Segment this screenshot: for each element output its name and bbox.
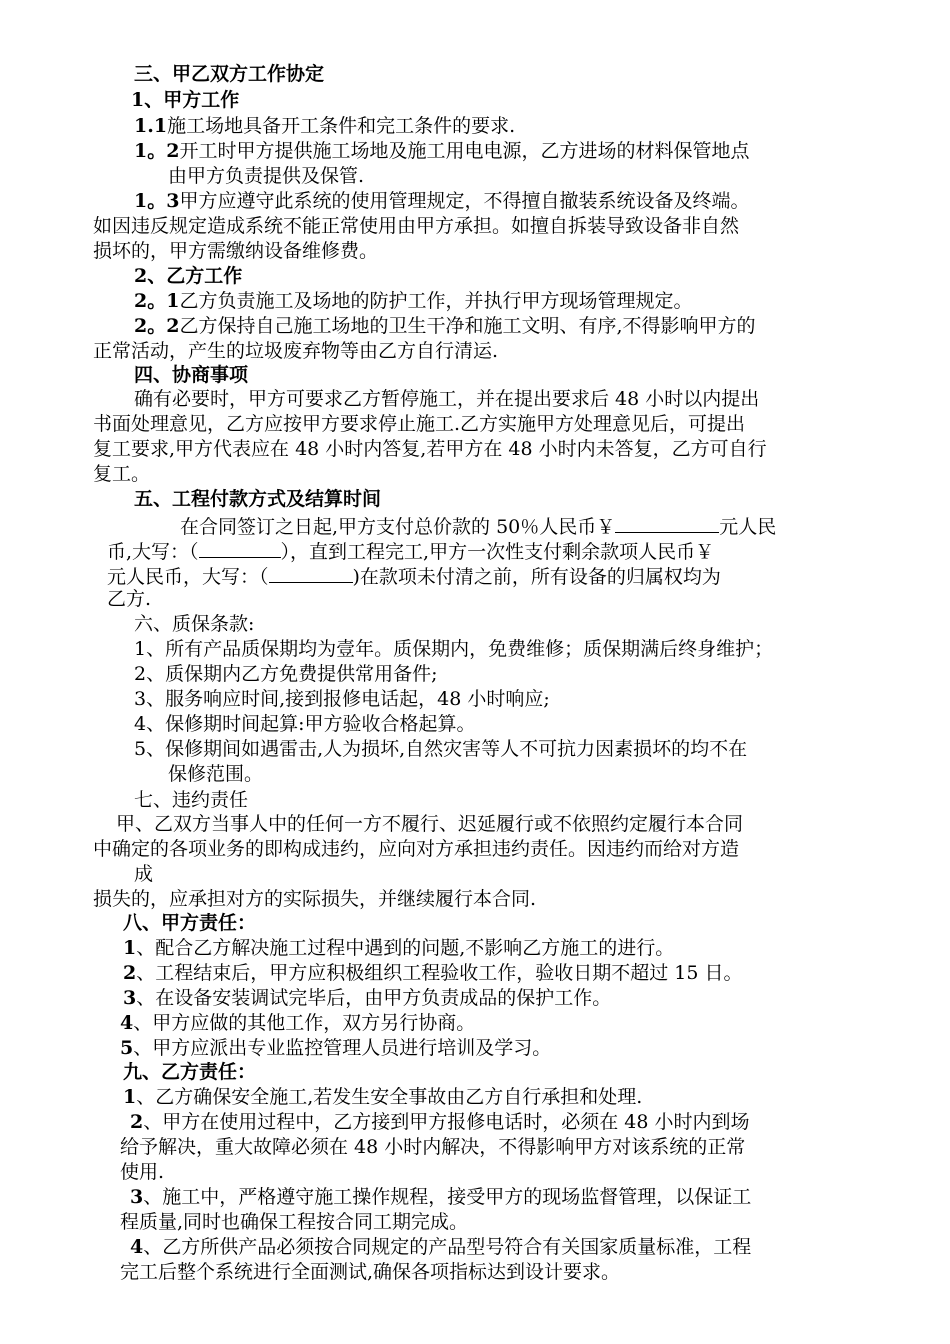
- item-number: 4: [130, 1236, 144, 1258]
- warranty-item-5: 5、保修期间如遇雷击,人为损坏,自然灾害等人不可抗力因素损坏的均不在: [134, 738, 748, 760]
- warranty-item-4: 4、保修期时间起算:甲方验收合格起算。: [134, 713, 476, 735]
- breach-line-3: 成: [134, 863, 154, 885]
- breach-line-1: 甲、乙双方当事人中的任何一方不履行、迟延履行或不依照约定履行本合同: [116, 813, 744, 835]
- section-4-line-3: 复工要求,甲方代表应在 48 小时内答复,若甲方在 48 小时内未答复，乙方可自行: [93, 438, 767, 460]
- party-b-duty-2-line-2: 给予解决，重大故障必须在 48 小时内解决，不得影响甲方对该系统的正常: [120, 1136, 746, 1158]
- item-number: 1: [123, 1086, 137, 1108]
- section-4-line-1: 确有必要时，甲方可要求乙方暂停施工，并在提出要求后 48 小时以内提出: [134, 388, 760, 410]
- payment-text: 币,大写：（: [107, 541, 199, 563]
- clause-number: 2。2: [134, 315, 180, 337]
- warranty-item-3: 3、服务响应时间,接到报修电话起，48 小时响应;: [134, 688, 550, 710]
- section-4-line-2: 书面处理意见，乙方应按甲方要求停止施工.乙方实施甲方处理意见后，可提出: [93, 413, 746, 435]
- clause-number: 1。2: [134, 140, 180, 162]
- party-a-duty-2: [123, 961, 743, 985]
- warranty-item-2: 2、质保期内乙方免费提供常用备件;: [134, 663, 438, 685]
- breach-line-2: 中确定的各项业务的即构成违约，应向对方承担违约责任。因违约而给对方造: [93, 838, 740, 860]
- section-4-line-4: 复工。: [93, 463, 151, 485]
- clause-number: 2。1: [134, 290, 180, 312]
- amount-words-blank: [269, 562, 353, 583]
- item-text: 、甲方在使用过程中，乙方接到甲方报修电话时，必须在 48 小时内到场: [143, 1111, 750, 1133]
- item-text: 、工程结束后，甲方应积极组织工程验收工作，验收日期不超过 15 日。: [136, 962, 743, 984]
- party-b-duty-4-line-2: 完工后整个系统进行全面测试,确保各项指标达到设计要求。: [120, 1261, 621, 1283]
- payment-text: )在款项未付清之前，所有设备的归属权均为: [352, 566, 721, 588]
- section-3-title: 三、甲乙双方工作协定: [134, 63, 325, 85]
- payment-line-2: [107, 537, 714, 564]
- clause-1-1: [134, 114, 515, 138]
- section-7-title: 七、违约责任: [134, 789, 249, 811]
- clause-number: 1.1: [134, 115, 168, 137]
- amount-blank: [615, 512, 719, 533]
- item-text: 、乙方确保安全施工,若发生安全事故由乙方自行承担和处理.: [136, 1086, 643, 1108]
- clause-number: 1。3: [134, 190, 180, 212]
- item-number: 2: [123, 962, 137, 984]
- clause-text: 甲方应遵守此系统的使用管理规定，不得擅自撤装系统设备及终端。: [179, 190, 750, 212]
- item-number: 3: [130, 1186, 144, 1208]
- item-text: 、甲方应派出专业监控管理人员进行培训及学习。: [133, 1037, 552, 1059]
- party-b-duty-1: [123, 1085, 642, 1109]
- section-5-title: 五、工程付款方式及结算时间: [134, 488, 382, 510]
- clause-1-3: [134, 189, 749, 213]
- payment-text: 在合同签订之日起,甲方支付总价款的 50％人民币￥: [180, 516, 616, 538]
- party-a-duty-3: [123, 986, 611, 1010]
- warranty-item-5-continued: 保修范围。: [168, 763, 264, 785]
- party-a-duty-5: [120, 1036, 551, 1060]
- section-6-title: 六、质保条款:: [134, 613, 255, 635]
- item-number: 5: [120, 1037, 134, 1059]
- item-text: 、在设备安装调试完毕后，由甲方负责成品的保护工作。: [136, 987, 612, 1009]
- item-text: 、甲方应做的其他工作，双方另行协商。: [133, 1012, 476, 1034]
- item-text: 、施工中，严格遵守施工操作规程，接受甲方的现场监督管理，以保证工: [143, 1186, 752, 1208]
- payment-line-3: [107, 562, 721, 589]
- clause-1-2-continued: 由甲方负责提供及保管.: [168, 165, 365, 187]
- party-b-duty-3-line-2: 程质量,同时也确保工程按合同工期完成。: [120, 1211, 469, 1233]
- party-b-duty-4: [130, 1235, 751, 1259]
- warranty-item-1: 1、所有产品质保期均为壹年。质保期内，免费维修；质保期满后终身维护；: [134, 638, 774, 660]
- clause-text: 开工时甲方提供施工场地及施工用电电源，乙方进场的材料保管地点: [179, 140, 750, 162]
- party-b-duty-3: [130, 1185, 751, 1209]
- clause-1-3-line-3: 损坏的，甲方需缴纳设备维修费。: [93, 240, 379, 262]
- item-number: 4: [120, 1012, 134, 1034]
- party-a-duty-4: [120, 1011, 475, 1035]
- party-b-duty-2-line-3: 使用.: [120, 1161, 165, 1183]
- clause-2-2-line-2: 正常活动，产生的垃圾废弃物等由乙方自行清运.: [93, 340, 499, 362]
- clause-text: 乙方保持自己施工场地的卫生干净和施工文明、有序,不得影响甲方的: [179, 315, 756, 337]
- clause-1-2: [134, 139, 749, 163]
- payment-line-1: [180, 512, 776, 539]
- party-a-work-heading: 1、甲方工作: [131, 89, 240, 111]
- item-text: 、乙方所供产品必须按合同规定的产品型号符合有关国家质量标准，工程: [143, 1236, 752, 1258]
- clause-1-3-line-2: 如因违反规定造成系统不能正常使用由甲方承担。如擅自拆装导致设备非自然: [93, 215, 740, 237]
- party-a-duty-1: [123, 936, 674, 960]
- party-b-duty-2: [130, 1110, 750, 1134]
- payment-line-4: 乙方.: [107, 588, 152, 610]
- payment-text: 元人民: [719, 516, 777, 538]
- payment-text: ），直到工程完工,甲方一次性支付剩余款项人民币￥: [280, 541, 715, 563]
- clause-2-1: [134, 289, 692, 313]
- section-9-title: 九、乙方责任：: [123, 1061, 257, 1083]
- item-text: 、配合乙方解决施工过程中遇到的问题,不影响乙方施工的进行。: [136, 937, 675, 959]
- clause-text: 乙方负责施工及场地的防护工作，并执行甲方现场管理规定。: [179, 290, 693, 312]
- item-number: 1: [123, 937, 137, 959]
- item-number: 3: [123, 987, 137, 1009]
- section-4-title: 四、协商事项: [134, 364, 249, 386]
- payment-text: 元人民币，大写：（: [107, 566, 269, 588]
- item-number: 2: [130, 1111, 144, 1133]
- party-b-work-heading: 2、乙方工作: [134, 265, 243, 287]
- amount-words-blank: [199, 537, 281, 558]
- section-8-title: 八、甲方责任：: [123, 912, 257, 934]
- breach-line-4: 损失的，应承担对方的实际损失，并继续履行本合同.: [93, 888, 537, 910]
- clause-2-2: [134, 314, 756, 338]
- clause-text: 施工场地具备开工条件和完工条件的要求.: [167, 115, 516, 137]
